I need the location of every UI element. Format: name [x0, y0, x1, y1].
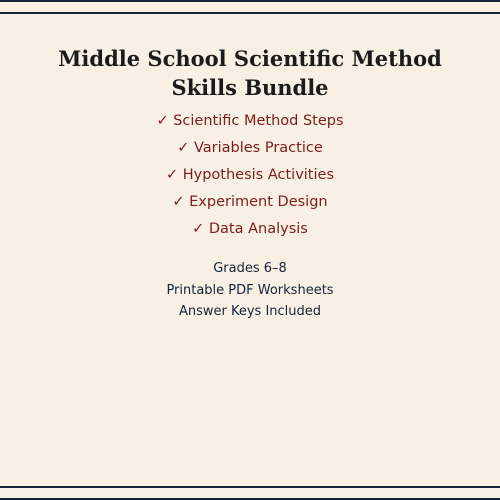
feature-list [0, 110, 500, 245]
product-title [0, 44, 500, 102]
feature-item-hypothesis-activities: ✓ Hypothesis Activities [165, 167, 334, 183]
feature-item-experiment-design: ✓ Experiment Design [172, 194, 328, 210]
top-border-rule [0, 12, 500, 14]
title-line-1: Middle School Scientific Method [58, 46, 442, 71]
answer-keys-text: Answer Keys Included [178, 304, 322, 319]
feature-item-scientific-method-steps: ✓ Scientific Method Steps [156, 113, 344, 129]
feature-item-data-analysis: ✓ Data Analysis [192, 221, 308, 237]
bottom-border-rule [0, 486, 500, 488]
product-info [0, 259, 500, 324]
format-text: Printable PDF Worksheets [166, 282, 334, 298]
title-line-2: Skills Bundle [171, 75, 329, 100]
feature-item-variables-practice: ✓ Variables Practice [177, 140, 323, 156]
grades-text: Grades 6–8 [213, 261, 287, 276]
